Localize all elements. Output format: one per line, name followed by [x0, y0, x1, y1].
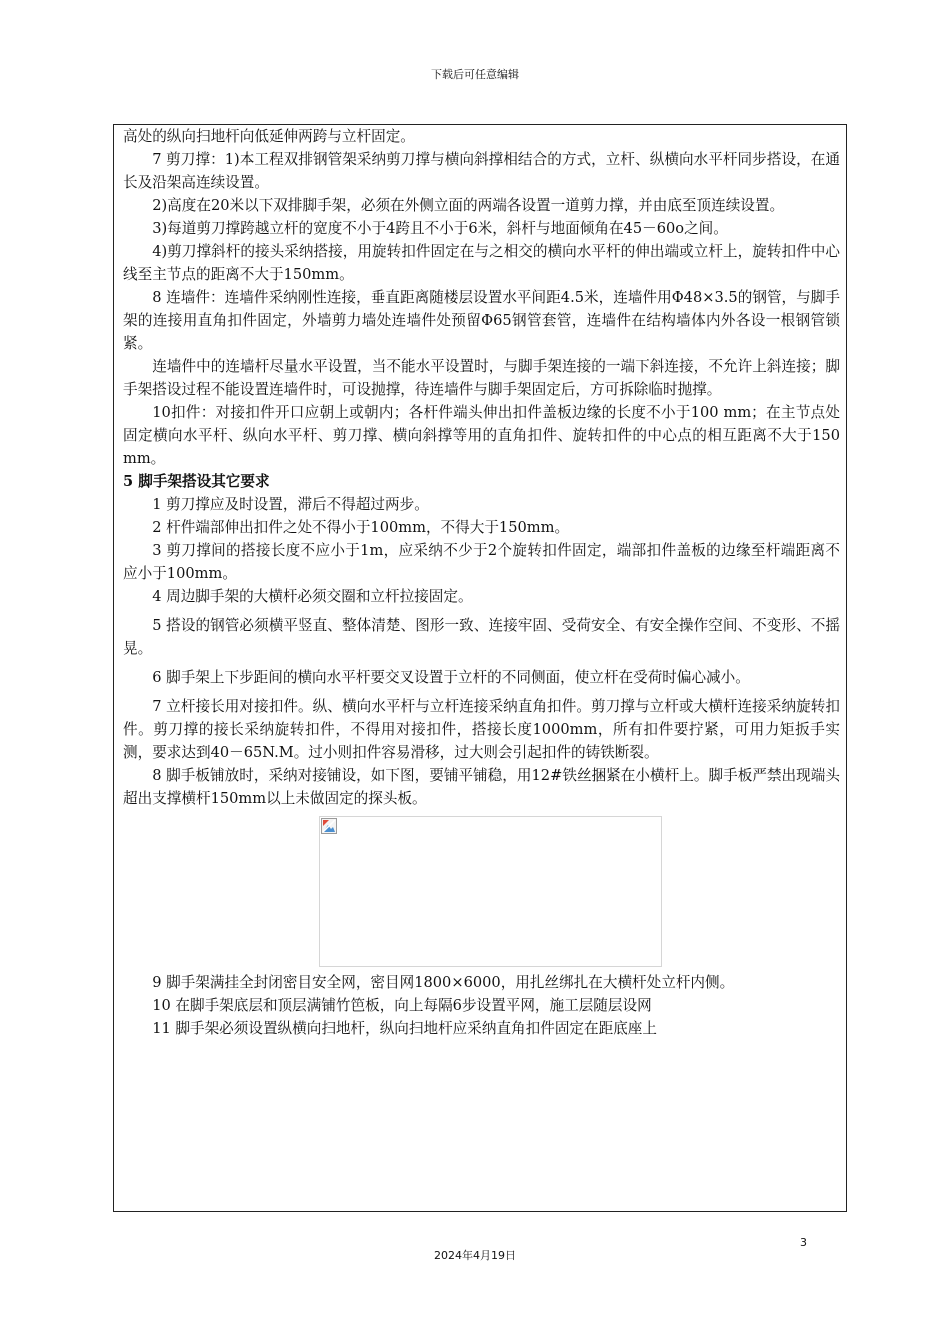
paragraph: 4 周边脚手架的大横杆必须交圈和立杆拉接固定。: [152, 588, 473, 605]
page-number: 3: [800, 1236, 807, 1249]
paragraph: 3)每道剪刀撑跨越立杆的宽度不小于4跨且不小于6米，斜杆与地面倾角在45－60o之间。: [152, 220, 728, 237]
footer-date: 2024年4月19日: [434, 1249, 516, 1262]
paragraph: 9 脚手架满挂全封闭密目安全网，密目网1800×6000，用扎丝绑扎在大横杆处立杆内侧。: [152, 974, 735, 991]
paragraph: 10 在脚手架底层和顶层满铺竹笆板，向上每隔6步设置平网，施工层随层设网: [152, 997, 652, 1014]
paragraph: 1 剪刀撑应及时设置，滞后不得超过两步。: [152, 496, 429, 513]
paragraph: 7 剪刀撑：1)本工程双排钢管架采纳剪刀撑与横向斜撑相结合的方式，立杆、纵横向水平杆同步搭设，在通长及沿架高连续设置。: [123, 151, 840, 191]
content-table-frame: [113, 124, 847, 1212]
paragraph: 2 杆件端部伸出扣件之处不得小于100mm，不得大于150mm。: [152, 519, 570, 536]
figure-placeholder: [319, 816, 662, 967]
paragraph: 7 立杆接长用对接扣件。纵、横向水平杆与立杆连接采纳直角扣件。剪刀撑与立杆或大横杆连接采纳旋转扣件。剪刀撑的接长采纳旋转扣件，不得用对接扣件，搭接长度1000mm，所有扣件要拧紧，可用力矩扳手实测，要求达到40－65N.M。过小则扣件容易滑移，过大则会引起扣件的铸铁断裂。: [123, 698, 840, 761]
paragraph: 8 脚手板铺放时，采纳对接铺设，如下图，要铺平铺稳，用12#铁丝捆紧在小横杆上。脚手板严禁出现端头超出支撑横杆150mm以上未做固定的探头板。: [123, 767, 840, 807]
paragraph: 高处的纵向扫地杆向低延伸两跨与立杆固定。: [123, 128, 415, 145]
paragraph: 4)剪刀撑斜杆的接头采纳搭接，用旋转扣件固定在与之相交的横向水平杆的伸出端或立杆上，旋转扣件中心线至主节点的距离不大于150mm。: [123, 243, 840, 283]
paragraph: 3 剪刀撑间的搭接长度不应小于1m，应采纳不少于2个旋转扣件固定，端部扣件盖板的边缘至杆端距离不应小于100mm。: [123, 542, 840, 582]
paragraph: 2)高度在20米以下双排脚手架，必须在外侧立面的两端各设置一道剪力撑，并由底至顶连续设置。: [152, 197, 785, 214]
header-note: 下载后可任意编辑: [431, 68, 519, 81]
paragraph: 11 脚手架必须设置纵横向扫地杆，纵向扫地杆应采纳直角扣件固定在距底座上: [152, 1020, 657, 1037]
paragraph: 6 脚手架上下步距间的横向水平杆要交叉设置于立杆的不同侧面，使立杆在受荷时偏心减小。: [152, 669, 750, 686]
section-heading: 5 脚手架搭设其它要求: [123, 473, 270, 490]
paragraph: 5 搭设的钢管必须横平竖直、整体清楚、图形一致、连接牢固、受荷安全、有安全操作空间、不变形、不摇晃。: [123, 617, 840, 657]
paragraph: 10扣件：对接扣件开口应朝上或朝内；各杆件端头伸出扣件盖板边缘的长度不小于100 mm；在主节点处固定横向水平杆、纵向水平杆、剪刀撑、横向斜撑等用的直角扣件、旋转扣件的中心点的相互距离不大于150 mm。: [123, 404, 840, 467]
document-body: [114, 125, 846, 1040]
broken-image-icon: [321, 818, 337, 834]
paragraph: 8 连墙件：连墙件采纳刚性连接，垂直距离随楼层设置水平间距4.5米，连墙件用Φ48×3.5的钢管，与脚手架的连接用直角扣件固定，外墙剪力墙处连墙件处预留Φ65钢管套管，连墙件在结构墙体内外各设一根钢管锁紧。: [123, 289, 840, 352]
paragraph: 连墙件中的连墙杆尽量水平设置，当不能水平设置时，与脚手架连接的一端下斜连接，不允许上斜连接；脚手架搭设过程不能设置连墙件时，可设抛撑，待连墙件与脚手架固定后，方可拆除临时抛撑。: [123, 358, 840, 398]
